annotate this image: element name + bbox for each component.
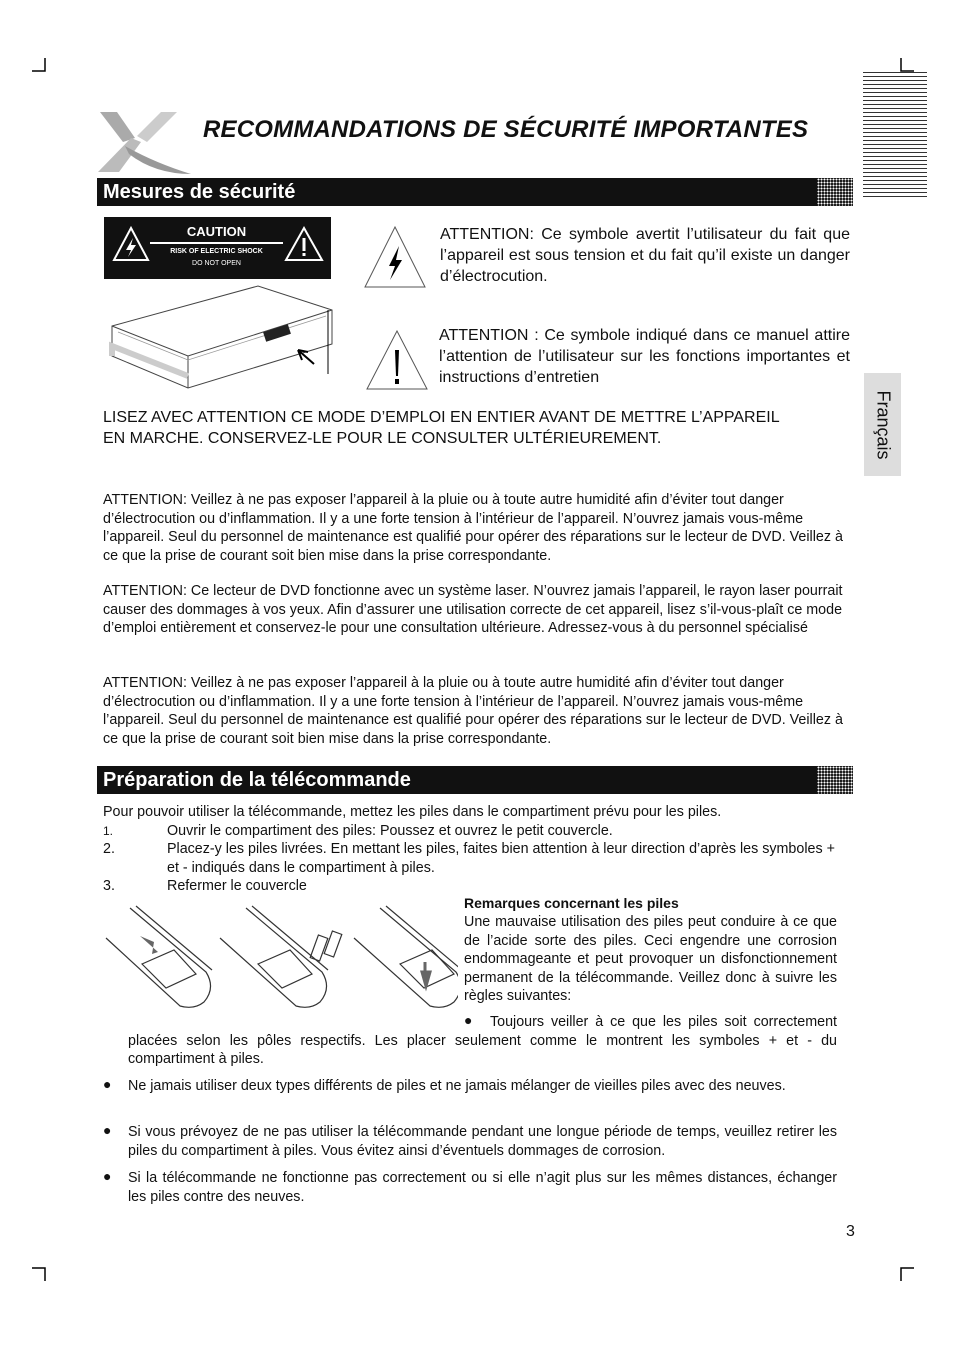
exclamation-symbol-icon xyxy=(364,328,430,392)
attention-important-text: ATTENTION : Ce symbole indiqué dans ce manuel attire l’attention de l’utilisateur sur les fonctions importantes et instructions d’entretien xyxy=(439,327,850,386)
heading-dots xyxy=(817,178,853,206)
section-heading-remote xyxy=(97,766,853,794)
step-number: 2. xyxy=(103,841,115,857)
caution-line2: DO NOT OPEN xyxy=(192,260,241,267)
section-heading-safety xyxy=(97,178,853,206)
bullet-dot: ● xyxy=(464,1012,473,1028)
remarks-title: Remarques concernant les piles xyxy=(464,895,679,911)
caution-label xyxy=(104,217,331,279)
bullet-dot: ● xyxy=(103,1076,112,1092)
caution-title-text: CAUTION xyxy=(186,224,247,239)
remarks-text: Une mauvaise utilisation des piles peut conduire à ce que de l’acide sorte des piles. Ceci engendre une corrosion endommageante et peut provoquer un disfonctionnement permanent de la télécommande. Veillez donc à suivre les règles suivantes: xyxy=(464,914,837,1004)
step-text: Placez-y les piles livrées. En mettant les piles, faites bien attention à leur direction d’après les symboles + et - indiqués dans le compartiment à piles. xyxy=(167,841,835,876)
step-text: Ouvrir le compartiment des piles: Poussez et ouvrez le petit couvercle. xyxy=(167,823,613,839)
step-text: Refermer le couvercle xyxy=(167,878,307,894)
battery-rule: Si vous prévoyez de ne pas utiliser la télécommande pendant une longue période de temps, veuillez retirer les piles du compartiment à piles. Vous évitez ainsi d’éventuels dommages de corrosion. xyxy=(128,1124,837,1159)
attention-paragraph-1: ATTENTION: Veillez à ne pas exposer l’appareil à la pluie ou à toute autre humidité afin d’éviter tout danger d’électrocution ou d’inflammation. Il y a une forte tension à l’intérieur de l’appareil. N’ouvrez jamais vous-même l’appareil. Seul du personnel de maintenance est qualifié pour opérer des réparations sur le lecteur de DVD. Veillez à ce que la prise de courant soit bien mise dans la prise correspondante. xyxy=(103,492,843,564)
page-title: RECOMMANDATIONS DE SÉCURITÉ IMPORTANTES xyxy=(203,116,809,143)
read-manual-notice: LISEZ AVEC ATTENTION CE MODE D’EMPLOI EN ENTIER AVANT DE METTRE L’APPAREIL EN MARCHE. CONSERVEZ-LE POUR LE CONSULTER ULTÉRIEUREMENT. xyxy=(103,409,779,447)
crop-mark-bottom-left xyxy=(32,1267,46,1281)
crop-mark-top-left xyxy=(32,58,46,72)
caution-line1: RISK OF ELECTRIC SHOCK xyxy=(170,248,263,255)
caution-divider xyxy=(150,242,283,244)
crop-mark-bottom-right xyxy=(900,1267,914,1281)
section-heading-safety-text: Mesures de sécurité xyxy=(103,181,296,203)
remote-intro: Pour pouvoir utiliser la télécommande, mettez les piles dans le compartiment prévu pour les piles. xyxy=(103,804,722,820)
step-number: 1. xyxy=(103,824,114,838)
battery-rule: Toujours veiller à ce que les piles soit correctement placées selon les pôles respectifs. Les placer seulement comme le montrent les symboles + et - du compartiment à piles. xyxy=(128,1014,837,1067)
bullet-dot: ● xyxy=(103,1168,112,1184)
attention-paragraph-3: ATTENTION: Veillez à ne pas exposer l’appareil à la pluie ou à toute autre humidité afin d’éviter tout danger d’électrocution ou d’inflammation. Il y a une forte tension à l’intérieur de l’appareil. N’ouvrez jamais vous-même l’appareil. Seul du personnel de maintenance est qualifié pour opérer des réparations sur le lecteur de DVD. Veillez à ce que la prise de courant soit bien mise dans la prise correspondante. xyxy=(103,675,843,747)
bullet-dot: ● xyxy=(103,1122,112,1138)
language-tab-label: Français xyxy=(873,389,893,460)
crop-mark-top-right xyxy=(900,58,914,72)
heading-dots xyxy=(817,766,853,794)
dvd-player-illustration xyxy=(108,284,334,392)
exclamation-warning-icon xyxy=(284,225,324,263)
lightning-warning-icon xyxy=(112,225,150,263)
brand-x-logo xyxy=(95,108,195,176)
remote-battery-illustration xyxy=(100,902,458,1014)
step-number: 3. xyxy=(103,878,115,894)
side-stripes xyxy=(863,72,927,198)
page-number: 3 xyxy=(846,1223,855,1240)
language-tab xyxy=(864,373,901,476)
battery-rule: Si la télécommande ne fonctionne pas correctement ou si elle n’agit plus sur les mêmes distances, échanger les piles contre des neuves. xyxy=(128,1170,837,1205)
attention-shock-text: ATTENTION: Ce symbole avertit l’utilisateur du fait que l’appareil est sous tension et du fait qu’il existe un danger d’électrocution. xyxy=(440,226,850,285)
attention-paragraph-2: ATTENTION: Ce lecteur de DVD fonctionne avec un système laser. N’ouvrez jamais l’appareil, le rayon laser pourrait causer des dommages à vos yeux. Afin d’assurer une utilisation correcte de cet appareil, lisez s’il-vous-plaît ce mode d’emploi entièrement et conservez-le pour une consultation ultérieure. Adressez-vous à du personnel spécialisé xyxy=(103,583,843,636)
section-heading-remote-text: Préparation de la télécommande xyxy=(103,769,411,791)
battery-rule: Ne jamais utiliser deux types différents de piles et ne jamais mélanger de vieilles piles avec des neuves. xyxy=(128,1078,786,1094)
lightning-symbol-icon xyxy=(362,224,428,290)
